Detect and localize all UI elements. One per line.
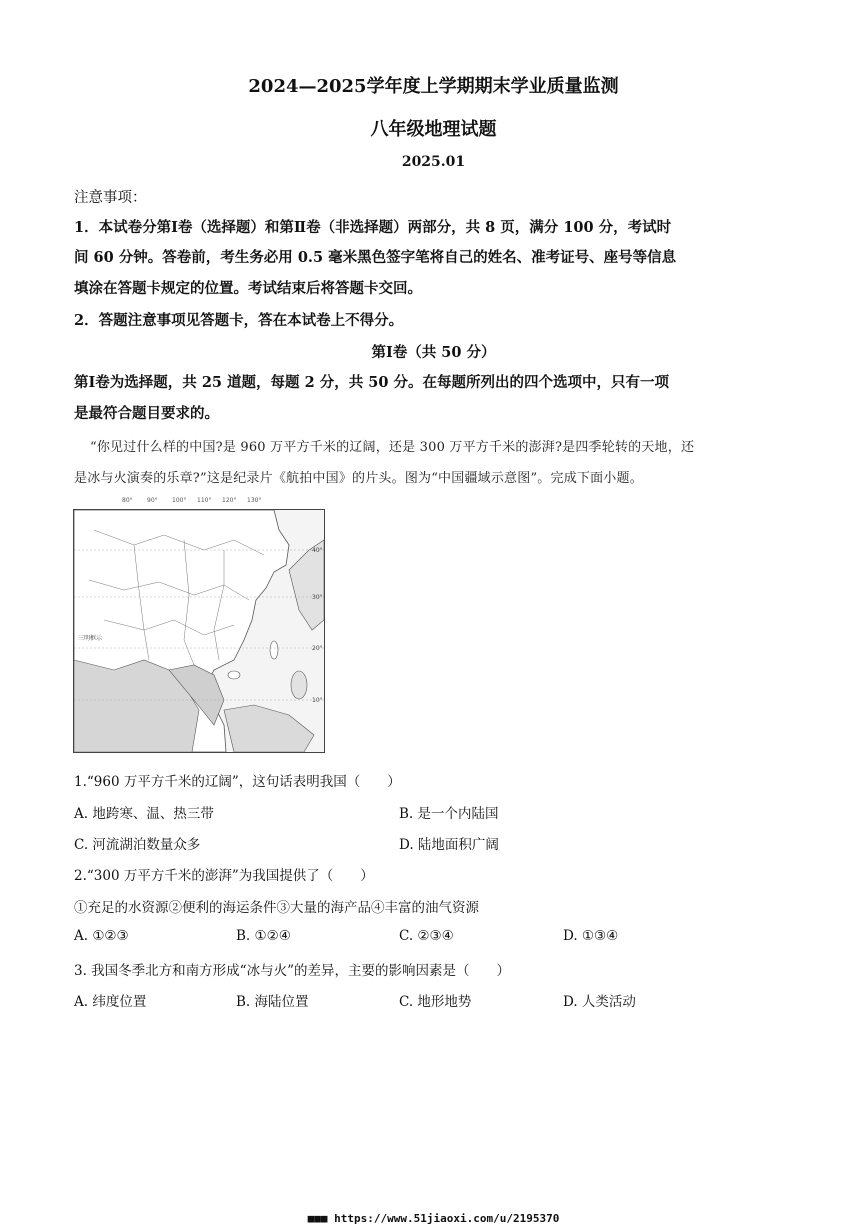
question-2-option-a[interactable]: A. ①②③: [74, 928, 129, 944]
map-lon-label: 110°: [197, 497, 212, 504]
map-island: [270, 641, 278, 659]
question-3-option-b[interactable]: B. 海陆位置: [236, 994, 309, 1010]
map-island: [228, 671, 240, 679]
map-lon-label: 120°: [222, 497, 237, 504]
question-2-option-b[interactable]: B. ①②④: [236, 928, 291, 944]
question-2-option-d[interactable]: D. ①③④: [563, 928, 619, 944]
notice-item-1-line-2: 间 60 分钟。答卷前，考生务必用 0.5 毫米黑色签字笔将自己的姓名、准考证号、座号等信息: [74, 249, 677, 266]
question-2-stem: 2.“300 万平方千米的澎湃”为我国提供了（ ）: [74, 868, 374, 884]
map-lat-label: 10°: [312, 697, 323, 704]
intro-line-2: 是冰与火演奏的乐章?”这是纪录片《航拍中国》的片头。图为“中国疆域示意图”。完成下面小题。: [74, 471, 643, 486]
map-lon-label: 100°: [172, 497, 187, 504]
section-1-desc-line-1: 第Ⅰ卷为选择题，共 25 道题，每题 2 分，共 50 分。在每题所列出的四个选项中，只有一项: [74, 374, 670, 391]
exam-date: 2025.01: [401, 154, 466, 170]
footer-watermark-link[interactable]: ■■■ https://www.51jiaoxi.com/u/2195370: [307, 1212, 560, 1225]
exam-title: 2024—2025学年度上学期期末学业质量监测: [248, 76, 619, 97]
china-territory-map: [73, 509, 325, 753]
notice-item-1-line-1: 1．本试卷分第Ⅰ卷（选择题）和第Ⅱ卷（非选择题）两部分，共 8 页，满分 100 分，考试时: [74, 219, 672, 236]
notice-item-1-line-3: 填涂在答题卡规定的位置。考试结束后将答题卡交回。: [74, 280, 422, 297]
map-side-label: 三明框示: [78, 635, 103, 642]
map-lon-label: 130°: [247, 497, 262, 504]
map-lon-label: 90°: [147, 497, 158, 504]
intro-line-1: “你见过什么样的中国?是 960 万平方千米的辽阔，还是 300 万平方千米的澎湃?是四季轮转的天地，还: [90, 440, 695, 455]
question-3-option-c[interactable]: C. 地形地势: [399, 994, 472, 1010]
map-drawing: [74, 510, 324, 752]
map-lon-label: 80°: [122, 497, 133, 504]
question-2-option-c[interactable]: C. ②③④: [399, 928, 454, 944]
question-2-sub-items: ①充足的水资源②便利的海运条件③大量的海产品④丰富的油气资源: [74, 900, 479, 916]
question-1-option-c[interactable]: C. 河流湖泊数量众多: [74, 837, 201, 853]
notice-heading: 注意事项：: [74, 190, 147, 206]
question-3-option-a[interactable]: A. 纬度位置: [74, 994, 147, 1010]
question-1-option-b[interactable]: B. 是一个内陆国: [399, 806, 499, 822]
question-3-stem: 3. 我国冬季北方和南方形成“冰与火”的差异，主要的影响因素是（ ）: [74, 963, 510, 979]
question-3-option-d[interactable]: D. 人类活动: [563, 994, 636, 1010]
map-lat-label: 40°: [312, 547, 323, 554]
question-1-stem: 1.“960 万平方千米的辽阔”，这句话表明我国（ ）: [74, 774, 401, 790]
notice-item-2: 2．答题注意事项见答题卡，答在本试卷上不得分。: [74, 312, 404, 329]
section-1-desc-line-2: 是最符合题目要求的。: [74, 405, 219, 422]
question-1-option-a[interactable]: A. 地跨寒、温、热三带: [74, 806, 214, 822]
map-lat-label: 30°: [312, 594, 323, 601]
exam-subtitle: 八年级地理试题: [370, 119, 497, 140]
section-1-heading: 第Ⅰ卷（共 50 分）: [371, 344, 496, 361]
map-island: [291, 671, 307, 699]
question-1-option-d[interactable]: D. 陆地面积广阔: [399, 837, 499, 853]
map-lat-label: 20°: [312, 645, 323, 652]
